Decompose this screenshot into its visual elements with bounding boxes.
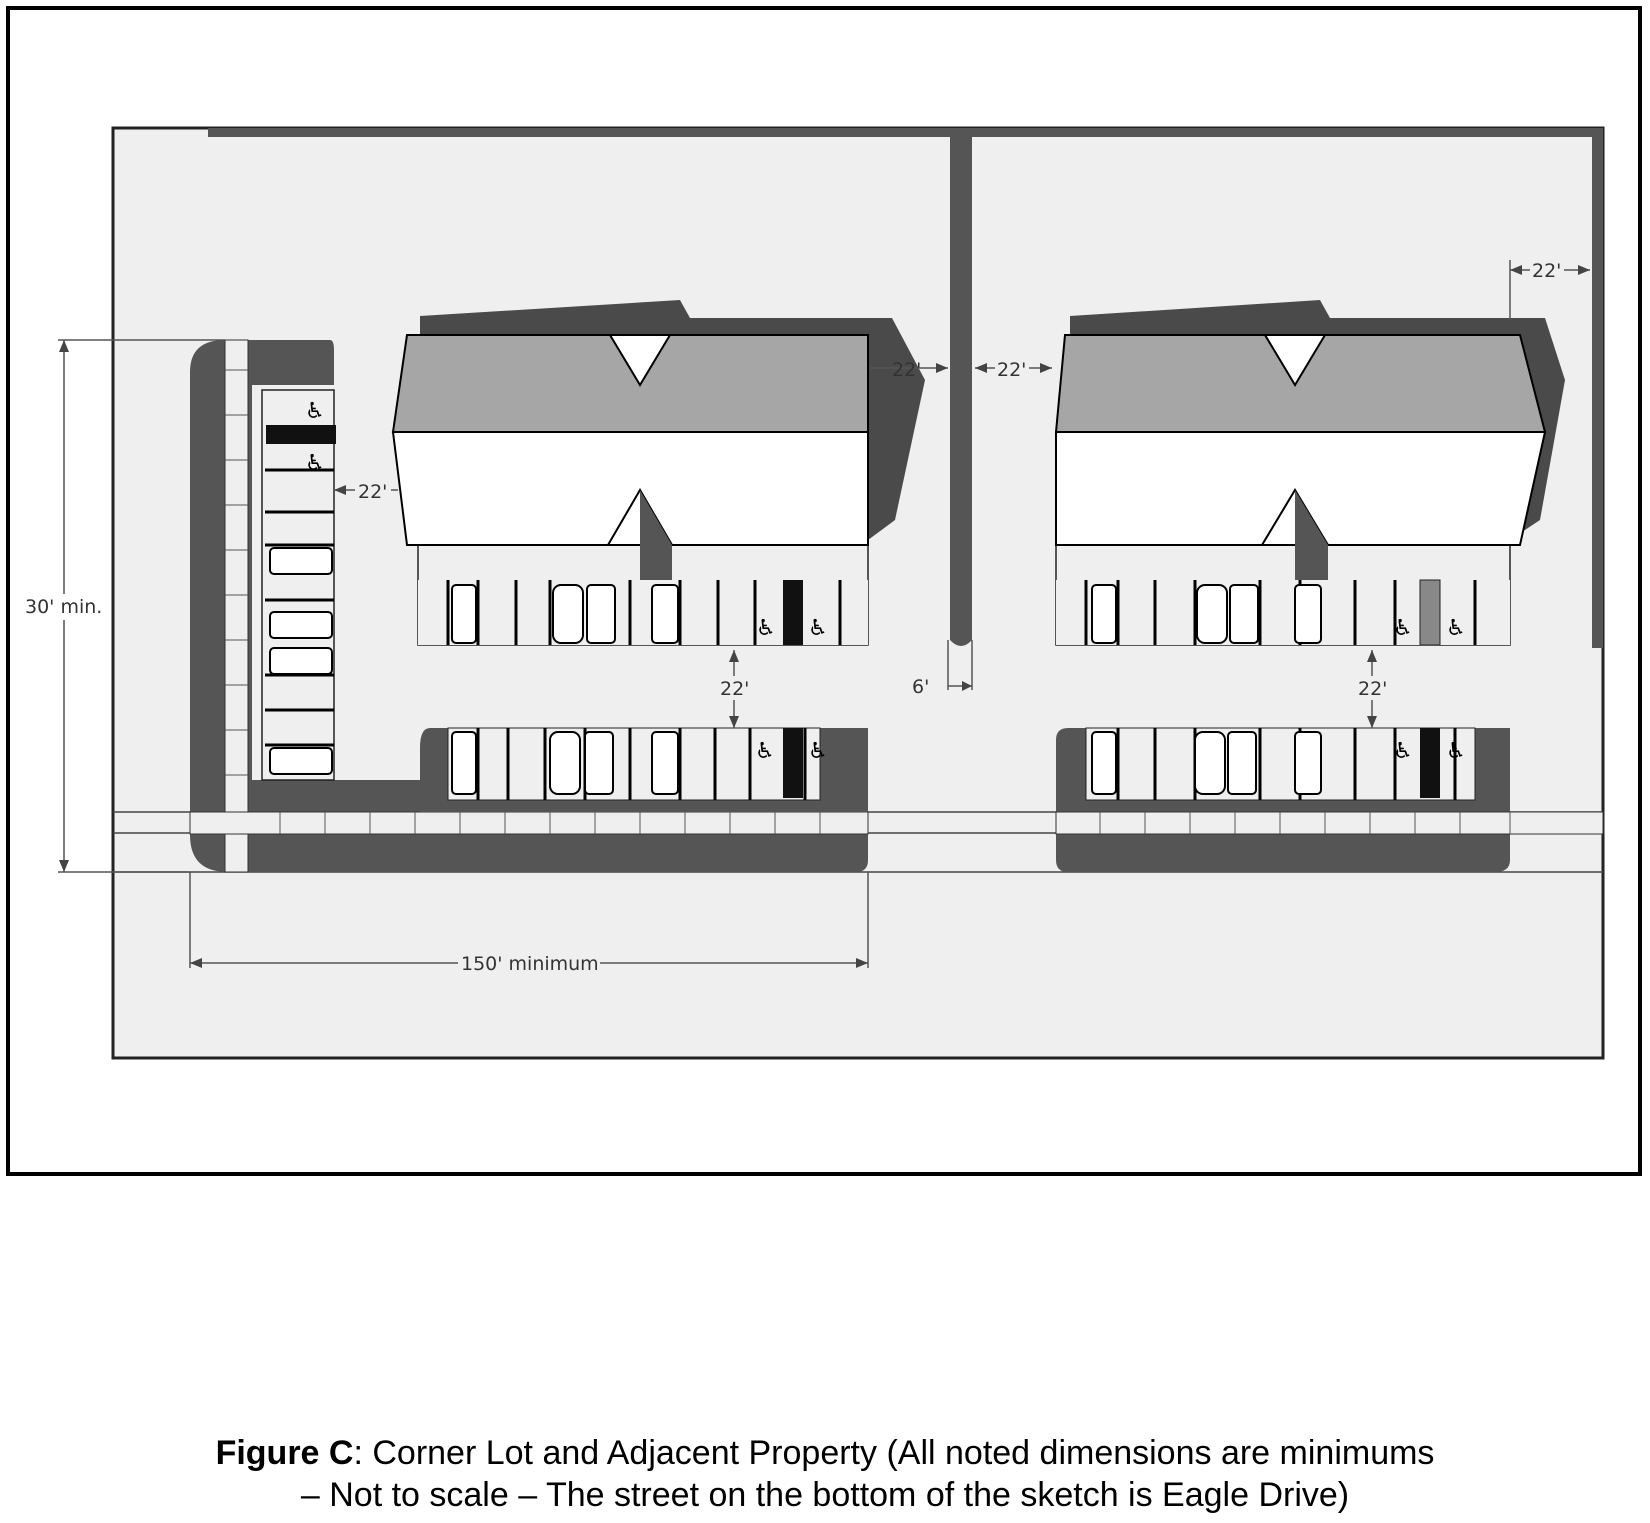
dim-between-lots-left-label: 22' bbox=[892, 359, 922, 381]
right-front-accessible-aisle bbox=[1420, 728, 1440, 798]
caption-line-1-text: : Corner Lot and Adjacent Property (All noted dimensions are minimums bbox=[353, 1434, 1435, 1472]
dim-aisle-left-label: 22' bbox=[720, 678, 750, 700]
caption-line-1 bbox=[0, 1432, 1650, 1474]
dim-frontage-label: 150' minimum bbox=[461, 953, 599, 975]
side-accessible-icon-1: ♿ bbox=[305, 399, 325, 424]
top-boundary-wall bbox=[208, 128, 1603, 137]
side-accessible-aisle bbox=[266, 425, 336, 444]
lot-divider-wall bbox=[950, 137, 972, 646]
dim-walkway-label: 6' bbox=[912, 676, 930, 698]
left-front-accessible-icon-2: ♿ bbox=[808, 739, 828, 764]
right-front-accessible-icon-2: ♿ bbox=[1446, 739, 1466, 764]
left-front-accessible-icon-1: ♿ bbox=[755, 739, 775, 764]
side-parking-pad bbox=[262, 390, 334, 780]
right-boundary-wall bbox=[1592, 128, 1603, 648]
right-front-accessible-icon-1: ♿ bbox=[1393, 739, 1413, 764]
dim-depth-label: 30' min. bbox=[25, 596, 103, 618]
right-front-sidewalk bbox=[1056, 812, 1603, 834]
left-rear-accessible-icon-2: ♿ bbox=[808, 616, 828, 641]
figure-caption bbox=[0, 1432, 1650, 1516]
left-front-sidewalk bbox=[190, 812, 868, 834]
right-front-stalls bbox=[1086, 728, 1475, 800]
left-rear-accessible-aisle bbox=[783, 580, 803, 645]
right-rear-accessible-icon-2: ♿ bbox=[1446, 616, 1466, 641]
right-building-entrance-notch bbox=[1056, 580, 1510, 645]
dim-top-right-label: 22' bbox=[1532, 260, 1562, 282]
side-accessible-icon-2: ♿ bbox=[305, 451, 325, 476]
left-sidewalk bbox=[225, 340, 248, 872]
caption-figure-label: Figure C bbox=[215, 1434, 354, 1472]
right-rear-striped-aisle bbox=[1420, 580, 1440, 645]
caption-line-2: – Not to scale – The street on the bottom of the sketch is Eagle Drive) bbox=[300, 1476, 1350, 1514]
left-rear-accessible-icon-1: ♿ bbox=[756, 616, 776, 641]
dim-between-lots-right-label: 22' bbox=[997, 359, 1027, 381]
right-rear-accessible-icon-1: ♿ bbox=[1393, 616, 1413, 641]
dim-side-lot-label: 22' bbox=[358, 481, 388, 503]
left-front-accessible-aisle bbox=[783, 728, 803, 798]
dim-aisle-right-label: 22' bbox=[1358, 678, 1388, 700]
